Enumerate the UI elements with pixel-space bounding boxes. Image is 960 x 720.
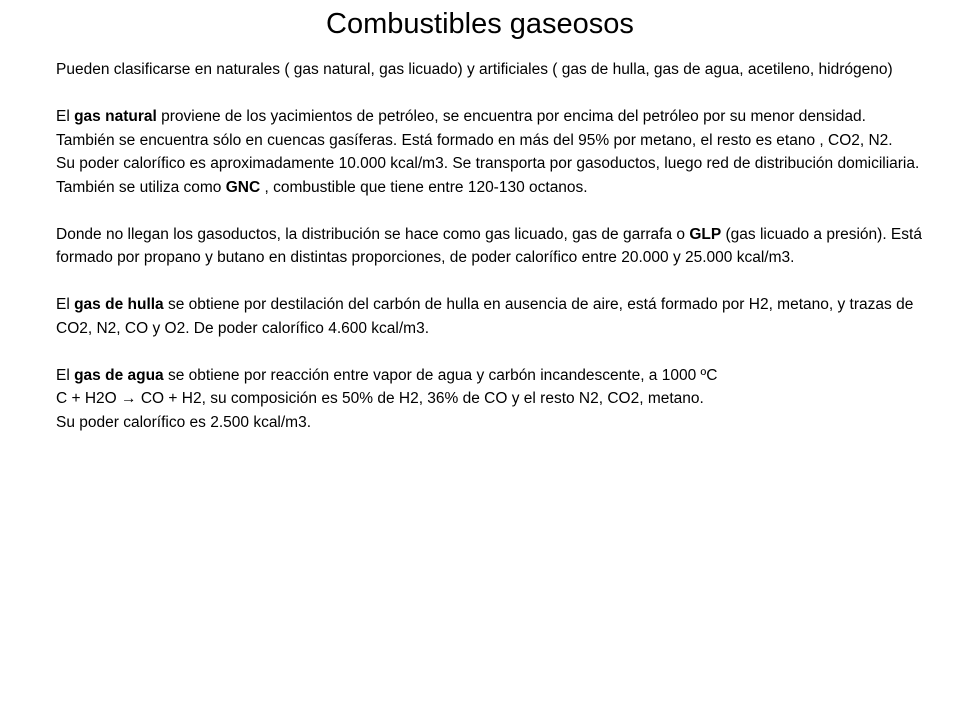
reaction-right: CO + H2, su composición es 50% de H2, 36% de CO y el resto N2, CO2, metano. bbox=[136, 390, 704, 407]
natural-gas-calorific bbox=[56, 152, 926, 199]
natural-term: gas natural bbox=[74, 108, 157, 125]
water-gas-calorific: Su poder calorífico es 2.500 kcal/m3. bbox=[56, 413, 312, 431]
hulla-term: gas de hulla bbox=[74, 296, 164, 313]
water-gas-reaction bbox=[56, 387, 926, 411]
agua-pre: El bbox=[56, 366, 75, 384]
spacer bbox=[56, 270, 926, 294]
intro-paragraph: Pueden clasificarse en naturales ( gas natural, gas licuado) y artificiales ( gas de hulla, gas de agua, acetileno, hidrógeno) bbox=[56, 61, 893, 78]
slide-title: Combustibles gaseosos bbox=[326, 8, 634, 40]
spacer bbox=[56, 199, 926, 223]
spacer bbox=[56, 340, 926, 364]
liquefied-gas-paragraph bbox=[56, 223, 926, 270]
natural-pre: El bbox=[56, 108, 75, 125]
licuado-pre: Donde no llegan los gasoductos, la distribución se hace como gas licuado, gas de garrafa o bbox=[56, 225, 690, 243]
reaction-left: C + H2O bbox=[56, 390, 122, 407]
glp-term: GLP bbox=[689, 225, 722, 243]
coal-gas-paragraph bbox=[56, 293, 926, 340]
arrow-icon: → bbox=[121, 390, 137, 407]
natural-line2-post: , combustible que tiene entre 120-130 octanos. bbox=[260, 178, 588, 196]
hulla-post: se obtiene por destilación del carbón de hulla en ausencia de aire, está formado por H2, metano, y trazas de CO2, N2, CO y O2. De poder calorífico 4.600 kcal/m3. bbox=[56, 296, 914, 337]
hulla-pre: El bbox=[56, 296, 75, 313]
natural-line2-pre: Su poder calorífico es aproximadamente 10.000 kcal/m3. Se transporta por gasoductos, luego red de distribución domiciliaria. También se utiliza como bbox=[56, 155, 920, 196]
gnc-term: GNC bbox=[225, 178, 261, 196]
agua-post: se obtiene por reacción entre vapor de agua y carbón incandescente, a 1000 ºC bbox=[163, 366, 718, 384]
agua-term: gas de agua bbox=[74, 366, 164, 384]
natural-text: proviene de los yacimientos de petróleo, se encuentra por encima del petróleo por su menor densidad. También se encuentra sólo en cuencas gasíferas. Está formado en más del 95% por metano, el resto es etano , CO2, N2. bbox=[56, 108, 893, 149]
water-gas-paragraph bbox=[56, 364, 926, 388]
spacer bbox=[56, 82, 926, 106]
natural-gas-paragraph bbox=[56, 105, 926, 152]
licuado-post: (gas licuado a presión). Está formado por propano y butano en distintas proporciones, de poder calorífico entre 20.000 y 25.000 kcal/m3. bbox=[56, 225, 922, 266]
slide-body bbox=[56, 58, 926, 434]
